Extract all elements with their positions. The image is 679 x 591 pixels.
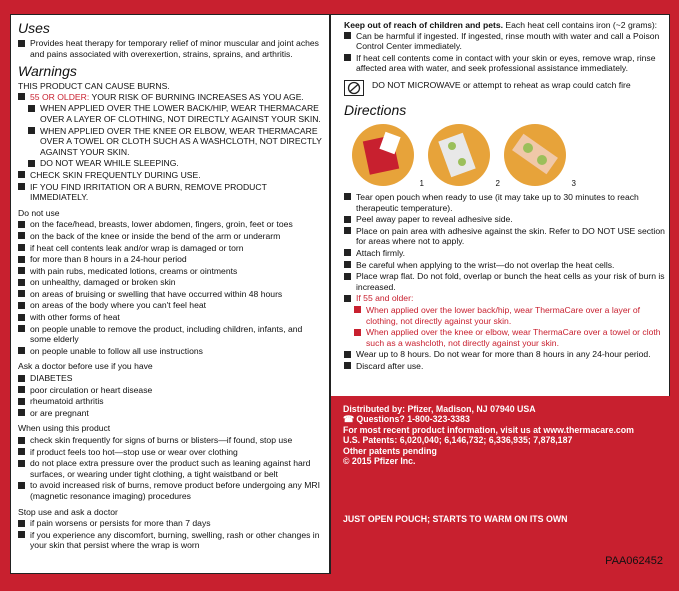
bullet-square-icon — [18, 375, 25, 382]
list-item: poor circulation or heart disease — [18, 385, 324, 396]
burn-caution: THIS PRODUCT CAN CAUSE BURNS. — [18, 81, 170, 92]
bullet-square-icon — [18, 171, 25, 178]
bullet-square-icon — [344, 249, 351, 256]
direction-illustrations — [352, 124, 666, 189]
list-item: check skin frequently for signs of burns or blisters—if found, stop use — [18, 435, 324, 446]
bullet-square-icon — [18, 93, 25, 100]
list-item: do not place extra pressure over the product such as leaning against hard surfaces, or wearing under tight clothing, a tight waistband or belt — [18, 458, 324, 479]
list-item: on people unable to follow all use instructions — [18, 346, 324, 357]
stop-use-title: Stop use and ask a doctor — [18, 506, 118, 517]
bullet-square-icon — [18, 531, 25, 538]
uses-item: Provides heat therapy for temporary relief of minor muscular and joint aches and pains associated with overexertion, strains, sprains, and arthritis. — [18, 38, 324, 59]
distributor-box — [331, 396, 670, 574]
list-item: When applied over the lower back/hip, wear ThermaCare over a layer of clothing, not directly against your skin. — [354, 305, 666, 326]
keep-item: If heat cell contents come in contact with your skin or eyes, remove wrap, rinse affected area with water, and seek professional assistance immediately. — [344, 53, 666, 74]
bullet-square-icon — [18, 290, 25, 297]
distributor-info: Distributed by: Pfizer, Madison, NJ 07940 USA ☎ Questions? 1-800-323-3383 For most recent product information, visit us at www.thermacare.com U.S. Patents: 6,020,040; 6,146,732; 6,336,935; 7,878,187 Other patents pending © 2015 Pfizer Inc. — [343, 404, 635, 467]
bullet-square-icon — [344, 362, 351, 369]
bullet-square-icon — [18, 279, 25, 286]
bullet-square-icon — [18, 183, 25, 190]
bullet-square-icon — [28, 105, 35, 112]
do-not-use-title: Do not use — [18, 207, 60, 218]
list-item: if you experience any discomfort, burning, swelling, rash or other changes in your skin that persist where the wrap is worn — [18, 530, 324, 551]
right-column — [344, 20, 666, 372]
list-item: Place wrap flat. Do not fold, overlap or bunch the heat cells as your risk of burn is increased. — [344, 271, 666, 292]
list-item: on unhealthy, damaged or broken skin — [18, 277, 324, 288]
directions-list — [344, 192, 666, 372]
stop-use-list — [18, 518, 324, 551]
list-item: When applied over the knee or elbow, wear ThermaCare over a towel or cloth such as a washcloth, not directly against your skin. — [354, 327, 666, 348]
age-warning: 55 OR OLDER: YOUR RISK OF BURNING INCREASES AS YOU AGE. — [18, 92, 324, 103]
list-item: on the face/head, breasts, lower abdomen, fingers, groin, feet or toes — [18, 219, 324, 230]
bullet-square-icon — [18, 482, 25, 489]
check-skin-item: CHECK SKIN FREQUENTLY DURING USE. — [18, 170, 324, 181]
bullet-square-icon — [344, 32, 351, 39]
list-item: for more than 8 hours in a 24-hour period — [18, 254, 324, 265]
list-item: on people unable to remove the product, including children, infants, and some elderly — [18, 324, 324, 345]
directions-title: Directions — [344, 101, 407, 118]
list-item: if product feels too hot—stop use or wear over clothing — [18, 447, 324, 458]
list-item: Wear up to 8 hours. Do not wear for more than 8 hours in any 24-hour period. — [344, 349, 666, 360]
bullet-square-icon — [18, 244, 25, 251]
bullet-square-icon — [18, 347, 25, 354]
bullet-square-icon — [18, 386, 25, 393]
bullet-square-icon — [354, 329, 361, 336]
bullet-square-icon — [18, 460, 25, 467]
list-item: on areas of bruising or swelling that have occurred within 48 hours — [18, 289, 324, 300]
if55-subitems — [344, 305, 666, 348]
when-using-list — [18, 435, 324, 502]
list-item: on the back of the knee or inside the bend of the arm or underarm — [18, 231, 324, 242]
bullet-square-icon — [18, 40, 25, 47]
list-item: Place on pain area with adhesive against the skin. Refer to DO NOT USE section for areas where not to apply. — [344, 226, 666, 247]
bullet-square-icon — [18, 409, 25, 416]
list-item: with other forms of heat — [18, 312, 324, 323]
bullet-square-icon — [344, 193, 351, 200]
list-item: to avoid increased risk of burns, remove product before undergoing any MRI (magnetic resonance imaging) procedures — [18, 480, 324, 501]
no-microwave-icon — [344, 80, 364, 96]
list-item: DIABETES — [18, 373, 324, 384]
when-using-title: When using this product — [18, 423, 111, 434]
list-item: on areas of the body where you can't feel heat — [18, 300, 324, 311]
list-item: Tear open pouch when ready to use (it may take up to 30 minutes to reach therapeutic temperature). — [344, 192, 666, 213]
bullet-square-icon — [344, 227, 351, 234]
bullet-square-icon — [344, 295, 351, 302]
do-not-use-list — [18, 219, 324, 356]
list-item: or are pregnant — [18, 408, 324, 419]
ask-doctor-title: Ask a doctor before use if you have — [18, 361, 153, 372]
ask-doctor-list — [18, 373, 324, 418]
bullet-square-icon — [18, 232, 25, 239]
bullet-square-icon — [28, 127, 35, 134]
tagline: JUST OPEN POUCH; STARTS TO WARM ON ITS OWN — [343, 514, 568, 524]
age-subitem: WHEN APPLIED OVER THE LOWER BACK/HIP, WEAR THERMACARE OVER A LAYER OF CLOTHING, NOT DIRECTLY AGAINST YOUR SKIN. — [28, 103, 324, 124]
bullet-square-icon — [28, 160, 35, 167]
keep-item: Can be harmful if ingested. If ingested, rinse mouth with water and call a Poison Control Center immediately. — [344, 31, 666, 52]
list-item: If 55 and older: — [344, 293, 666, 304]
left-column — [18, 20, 324, 552]
bullet-square-icon — [344, 273, 351, 280]
bullet-square-icon — [18, 314, 25, 321]
bullet-square-icon — [18, 448, 25, 455]
bullet-square-icon — [18, 221, 25, 228]
list-item: Be careful when applying to the wrist—do not overlap the heat cells. — [344, 260, 666, 271]
list-item: if pain worsens or persists for more than 7 days — [18, 518, 324, 529]
bullet-square-icon — [18, 302, 25, 309]
bullet-square-icon — [344, 261, 351, 268]
list-item: with pain rubs, medicated lotions, creams or ointments — [18, 266, 324, 277]
product-code: PAA062452 — [605, 555, 663, 567]
age-subitem: WHEN APPLIED OVER THE KNEE OR ELBOW, WEAR THERMACARE OVER A TOWEL OR CLOTH SUCH AS A WASHCLOTH, NOT DIRECTLY AGAINST YOUR SKIN. — [28, 126, 324, 158]
bullet-square-icon — [18, 267, 25, 274]
list-item: Discard after use. — [344, 361, 666, 372]
list-item: Peel away paper to reveal adhesive side. — [344, 214, 666, 225]
bullet-square-icon — [18, 256, 25, 263]
bullet-square-icon — [18, 325, 25, 332]
list-item: rheumatoid arthritis — [18, 396, 324, 407]
list-item: if heat cell contents leak and/or wrap is damaged or torn — [18, 243, 324, 254]
bullet-square-icon — [344, 351, 351, 358]
bullet-square-icon — [344, 216, 351, 223]
uses-title: Uses — [18, 20, 50, 36]
irritation-item: IF YOU FIND IRRITATION OR A BURN, REMOVE PRODUCT IMMEDIATELY. — [18, 182, 324, 203]
attach-wrap-illustration: 3 — [504, 124, 566, 186]
bullet-square-icon — [18, 520, 25, 527]
tear-pouch-illustration: 1 — [352, 124, 414, 186]
bullet-square-icon — [344, 54, 351, 61]
bullet-square-icon — [18, 398, 25, 405]
age-warning-red: 55 OR OLDER: — [30, 91, 90, 102]
microwave-warning: DO NOT MICROWAVE or attempt to reheat as wrap could catch fire — [344, 80, 666, 96]
bullet-square-icon — [18, 437, 25, 444]
bullet-square-icon — [354, 306, 361, 313]
keep-out-heading: Keep out of reach of children and pets. Each heat cell contains iron (~2 grams): — [344, 20, 658, 30]
list-item: Attach firmly. — [344, 248, 666, 259]
peel-paper-illustration: 2 — [428, 124, 490, 186]
warnings-title: Warnings — [18, 63, 77, 80]
age-subitem: DO NOT WEAR WHILE SLEEPING. — [28, 158, 324, 169]
age-subitems — [18, 103, 324, 169]
